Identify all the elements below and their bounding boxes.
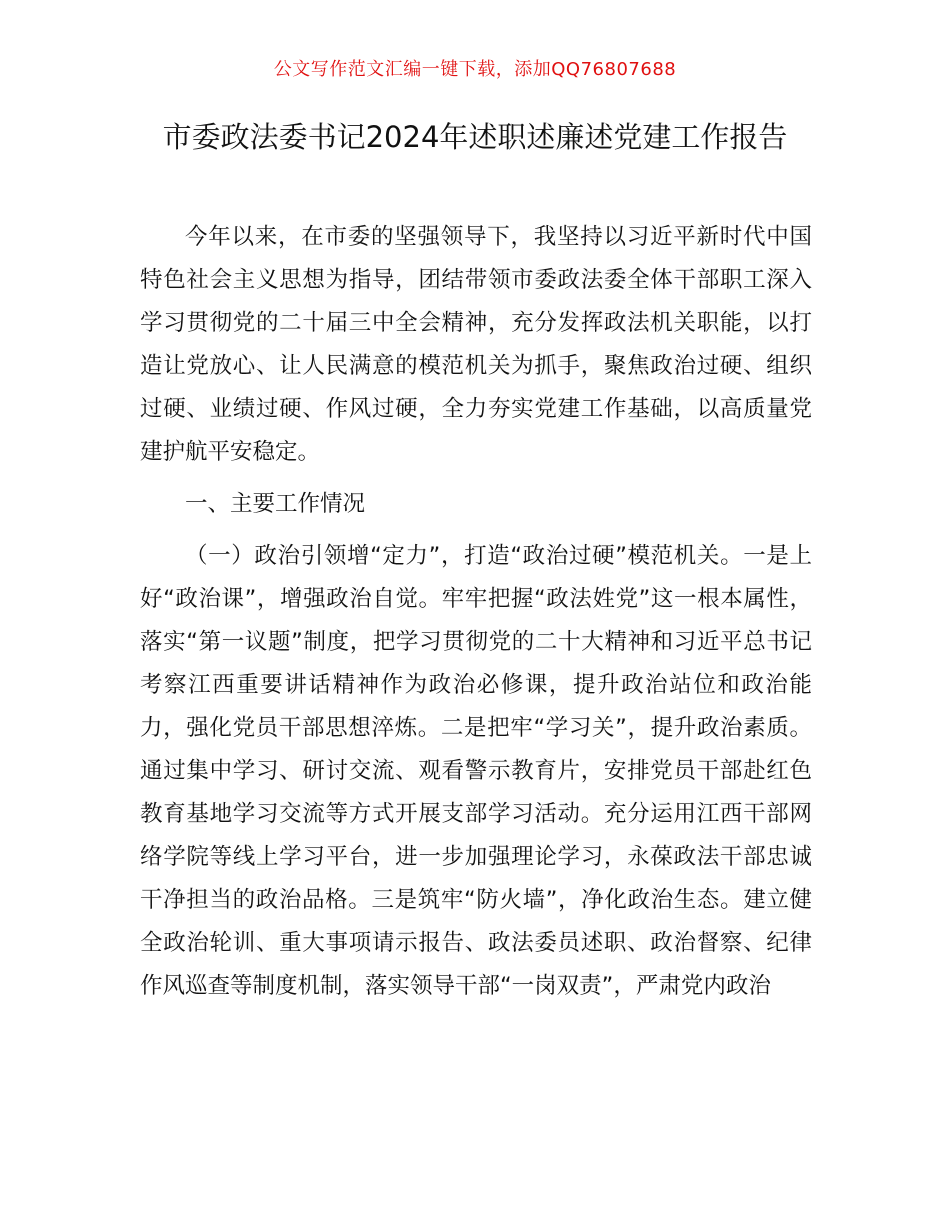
watermark-banner: 公文写作范文汇编一键下载，添加QQ76807688: [273, 59, 677, 80]
body-paragraph: （一）政治引领增“定力”，打造“政治过硬”模范机关。一是上好“政治课”，增强政治自觉。牢牢把握“政法姓党”这一根本属性，落实“第一议题”制度，把学习贯彻党的二十大精神和习近平总书记考察江西重要讲话精神作为政治必修课，提升政治站位和政治能力，强化党员干部思想淬炼。二是把牢“学习关”，提升政治素质。通过集中学习、研讨交流、观看警示教育片，安排党员干部赴红色教育基地学习交流等方式开展支部学习活动。充分运用江西干部网络学院等线上学习平台，进一步加强理论学习，永葆政法干部忠诚干净担当的政治品格。三是筑牢“防火墙”，净化政治生态。建立健全政治轮训、重大事项请示报告、政法委员述职、政治督察、纪律作风巡查等制度机制，落实领导干部“一岗双责”，严肃党内政治: [140, 543, 812, 999]
section-heading: 一、主要工作情况: [185, 491, 366, 517]
document-title: 市委政法委书记2024年述职述廉述党建工作报告: [162, 120, 788, 154]
document-body: [140, 216, 812, 1008]
intro-paragraph: 今年以来，在市委的坚强领导下，我坚持以习近平新时代中国特色社会主义思想为指导，团结带领市委政法委全体干部职工深入学习贯彻党的二十届三中全会精神，充分发挥政法机关职能，以打造让党放心、让人民满意的模范机关为抓手，聚焦政治过硬、组织过硬、业绩过硬、作风过硬，全力夯实党建工作基础，以高质量党建护航平安稳定。: [140, 224, 812, 465]
